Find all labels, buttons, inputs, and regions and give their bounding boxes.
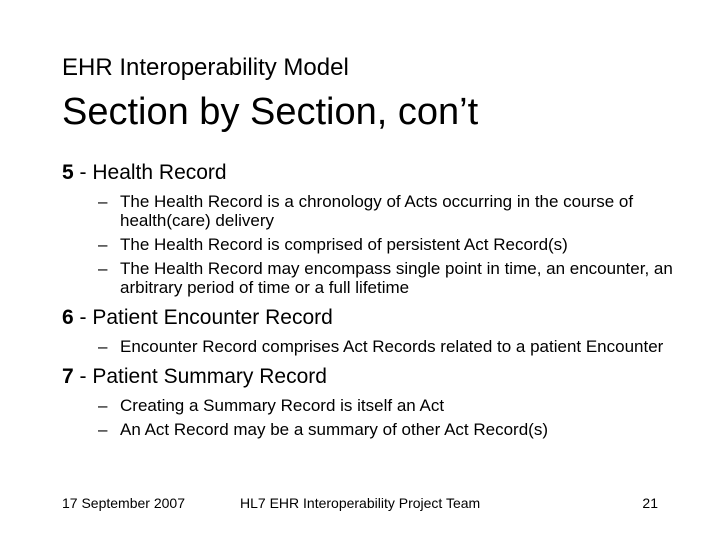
section-health-record: [62, 158, 682, 297]
bullet-dash: –: [98, 396, 108, 415]
section-heading: [62, 158, 682, 188]
bullet-text: Creating a Summary Record is itself an Act: [120, 396, 445, 415]
bullet-list: [62, 396, 682, 439]
bullet-item: [62, 337, 682, 356]
section-patient-summary-record: [62, 362, 682, 439]
bullet-dash: –: [98, 235, 108, 254]
slide-subtitle: EHR Interoperability Model: [62, 54, 349, 81]
section-heading: [62, 303, 682, 333]
slide-title: Section by Section, con’t: [62, 91, 479, 133]
footer-team: HL7 EHR Interoperability Project Team: [240, 495, 481, 511]
bullet-text: Encounter Record comprises Act Records related to a patient Encounter: [120, 337, 664, 356]
footer-page-number: 21: [642, 495, 658, 511]
bullet-item: [62, 192, 682, 230]
bullet-text: The Health Record is comprised of persistent Act Record(s): [120, 235, 568, 254]
bullet-text: The Health Record may encompass single point in time, an encounter, an arbitrary period of time or a full lifetime: [120, 259, 673, 297]
bullet-dash: –: [98, 259, 108, 278]
section-number: 5: [62, 161, 74, 184]
bullet-text: The Health Record is a chronology of Acts occurring in the course of health(care) delivery: [120, 192, 634, 230]
section-number: 7: [62, 365, 74, 388]
bullet-text: An Act Record may be a summary of other Act Record(s): [120, 420, 548, 439]
bullet-item: [62, 420, 682, 439]
bullet-item: [62, 396, 682, 415]
section-separator: -: [73, 306, 93, 329]
section-heading-text: Patient Encounter Record: [92, 306, 333, 329]
footer-date: 17 September 2007: [62, 495, 185, 511]
section-separator: -: [73, 161, 93, 184]
section-number: 6: [62, 306, 74, 329]
bullet-item: [62, 259, 682, 297]
section-separator: -: [73, 365, 93, 388]
section-heading: [62, 362, 682, 392]
bullet-dash: –: [98, 192, 108, 211]
section-heading-text: Health Record: [92, 161, 227, 184]
bullet-item: [62, 235, 682, 254]
bullet-list: [62, 192, 682, 297]
bullet-dash: –: [98, 420, 108, 439]
bullet-list: [62, 337, 682, 356]
section-heading-text: Patient Summary Record: [92, 365, 327, 388]
slide-body: [62, 158, 682, 445]
bullet-dash: –: [98, 337, 108, 356]
section-patient-encounter-record: [62, 303, 682, 356]
